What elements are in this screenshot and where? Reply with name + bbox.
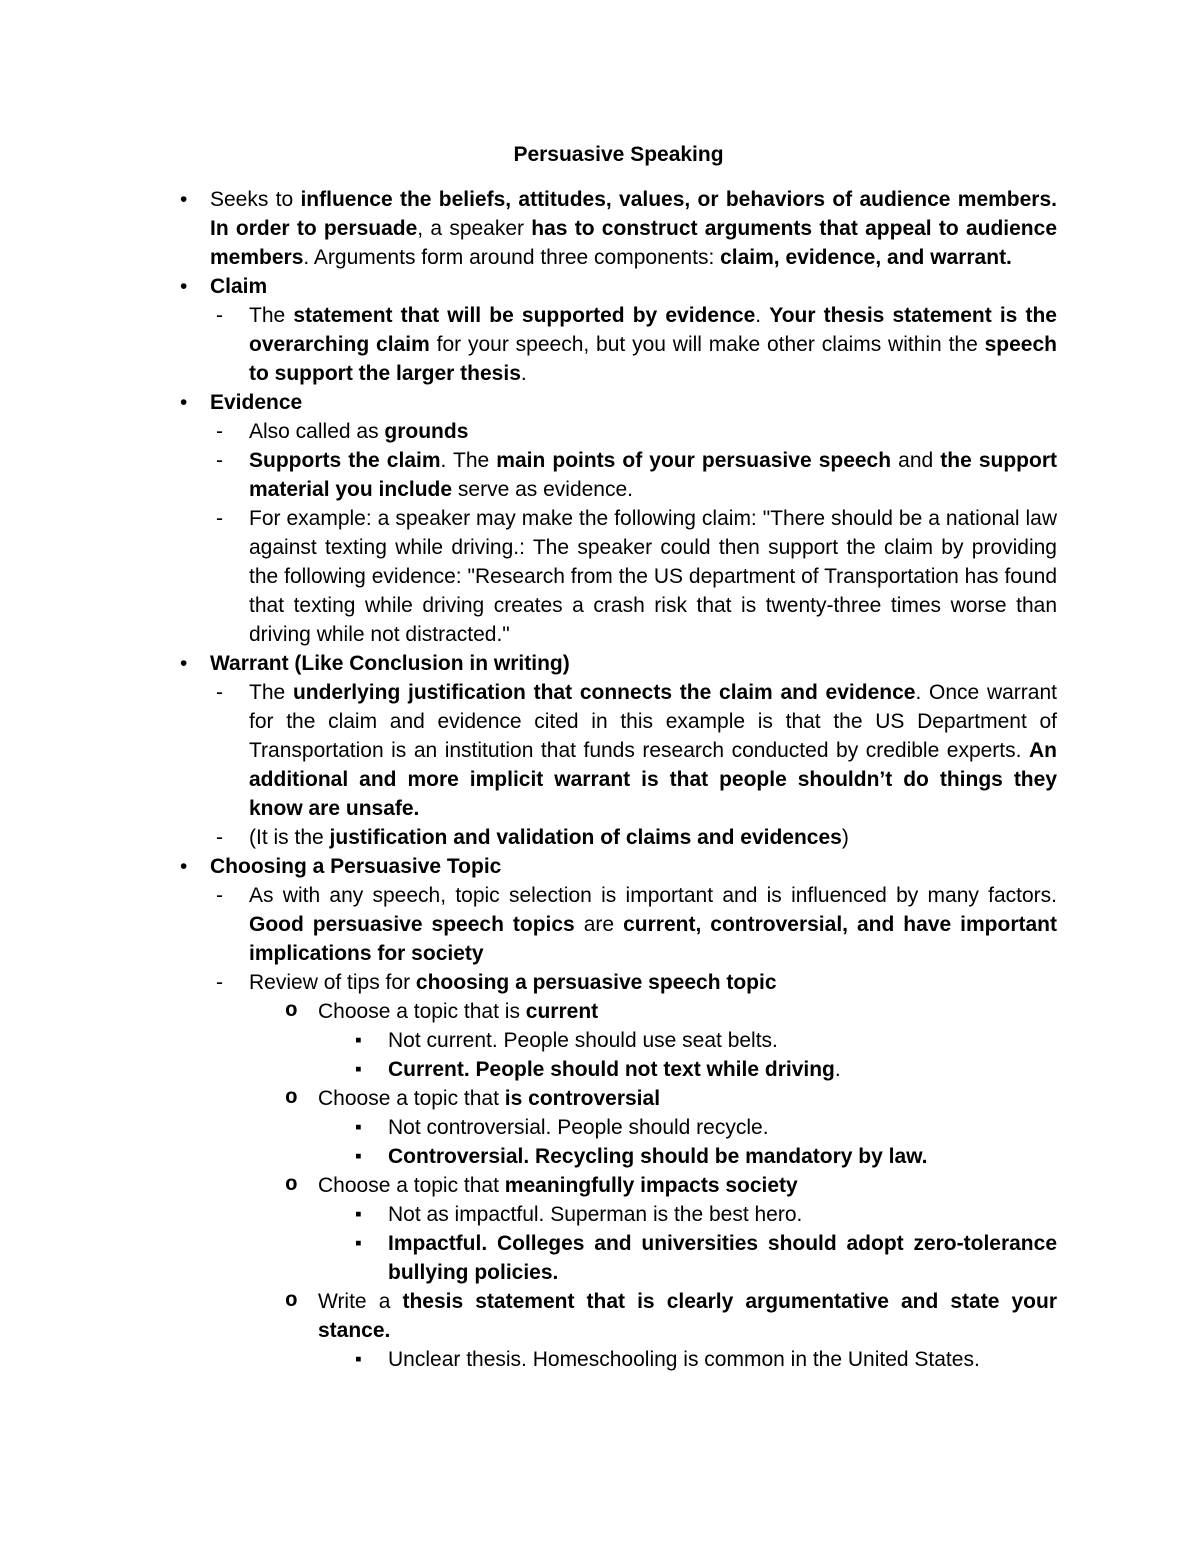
text-segment: Also called as	[249, 420, 385, 443]
text-segment: Current. People should not text while driving	[388, 1058, 835, 1081]
text-segment: An additional and more implicit warrant is that people shouldn’t do things they know are unsafe.	[249, 739, 1057, 820]
text-segment: Supports the claim	[249, 449, 441, 472]
text-segment: Not controversial. People should recycle.	[388, 1116, 769, 1139]
list-item	[216, 301, 1057, 388]
list-item-text	[210, 272, 1057, 301]
list-item	[180, 649, 1057, 678]
text-segment: (It is the	[249, 826, 330, 849]
list-item-text	[388, 1113, 1057, 1142]
list-item	[216, 968, 1057, 997]
text-segment: )	[841, 826, 849, 849]
text-segment: Claim	[210, 275, 268, 298]
bullet-square-icon: ▪	[355, 1059, 362, 1080]
text-segment: Evidence	[210, 391, 303, 414]
text-segment: Choose a topic that	[318, 1174, 505, 1197]
bullet-dash-icon: -	[216, 420, 223, 443]
text-segment: Warrant (Like Conclusion in writing)	[210, 652, 570, 675]
list-item	[216, 881, 1057, 968]
list-item-text	[318, 1171, 1057, 1200]
list-item-text	[388, 1026, 1057, 1055]
text-segment: Choosing a Persuasive Topic	[210, 855, 502, 878]
bullet-circle-icon: o	[285, 1174, 298, 1197]
text-segment: serve as evidence.	[452, 478, 633, 501]
text-segment: underlying justification that connects the claim and evidence	[292, 681, 916, 704]
list-item-text	[249, 504, 1057, 649]
text-segment: The	[249, 304, 294, 327]
text-segment: Choose a topic that is	[318, 1000, 526, 1023]
list-item-text	[210, 185, 1057, 272]
list-item	[355, 1026, 1057, 1055]
text-segment: Good persuasive speech topics	[249, 913, 575, 936]
bullet-circle-icon: o	[285, 1000, 298, 1023]
list-item-text	[249, 968, 1057, 997]
list-item	[216, 504, 1057, 649]
text-segment: .	[834, 1058, 841, 1081]
text-segment: the support material you include	[249, 449, 1057, 501]
bullet-disc-icon: •	[180, 855, 188, 878]
list-item-text	[318, 1084, 1057, 1113]
list-item-text	[249, 678, 1057, 823]
list-item	[355, 1142, 1057, 1171]
list-item	[355, 1229, 1057, 1287]
text-segment: Not as impactful. Superman is the best hero.	[388, 1203, 803, 1226]
list-item-text	[249, 301, 1057, 388]
bullet-dash-icon: -	[216, 681, 223, 704]
document-title: Persuasive Speaking	[513, 143, 724, 166]
text-segment: Impactful. Colleges and universities should adopt zero-tolerance bullying policies.	[388, 1232, 1057, 1284]
list-item	[285, 1171, 1057, 1200]
text-segment: is controversial	[504, 1087, 661, 1110]
list-item	[285, 1084, 1057, 1113]
list-item	[180, 272, 1057, 301]
text-segment: , a speaker	[417, 217, 532, 240]
list-item	[216, 417, 1057, 446]
list-item-text	[388, 1229, 1057, 1287]
list-item	[285, 997, 1057, 1026]
list-item	[355, 1345, 1057, 1374]
bullet-disc-icon: •	[180, 188, 188, 211]
text-segment: Unclear thesis. Homeschooling is common in the United States.	[388, 1348, 980, 1371]
text-segment: . Once warrant for the claim and evidence cited in this example is that the US Department of Transportation is an institution that funds research conducted by credible experts.	[249, 681, 1057, 762]
bullet-square-icon: ▪	[355, 1030, 362, 1051]
list-item-text	[388, 1345, 1057, 1374]
text-segment: grounds	[384, 420, 469, 443]
bullet-disc-icon: •	[180, 275, 188, 298]
bullet-square-icon: ▪	[355, 1349, 362, 1370]
bullet-dash-icon: -	[216, 449, 223, 472]
text-segment: choosing a persuasive speech topic	[415, 971, 777, 994]
document-content	[180, 185, 1057, 1374]
list-item-text	[388, 1142, 1057, 1171]
list-item	[216, 678, 1057, 823]
text-segment: Your thesis statement is the overarching claim	[249, 304, 1057, 356]
text-segment: .	[520, 362, 527, 385]
list-item-text	[249, 446, 1057, 504]
bullet-circle-icon: o	[285, 1087, 298, 1110]
bullet-square-icon: ▪	[355, 1117, 362, 1138]
bullet-disc-icon: •	[180, 391, 188, 414]
text-segment: current	[525, 1000, 599, 1023]
list-item	[216, 446, 1057, 504]
list-item-text	[210, 649, 1057, 678]
list-item-text	[249, 823, 1057, 852]
text-segment: Choose a topic that	[318, 1087, 505, 1110]
text-segment: .	[755, 304, 770, 327]
bullet-circle-icon: o	[285, 1290, 298, 1313]
text-segment: For example: a speaker may make the following claim: "There should be a national law against texting while driving.: The speaker could then support the claim by providing the following evidence: "Research from the US department of Transportation has found that texting while driving creates a crash risk that is twenty-three times worse than driving while not distracted."	[249, 507, 1057, 646]
text-segment: justification and validation of claims and evidences	[329, 826, 842, 849]
bullet-square-icon: ▪	[355, 1146, 362, 1167]
text-segment: meaningfully impacts society	[504, 1174, 798, 1197]
list-item-text	[388, 1055, 1057, 1084]
bullet-square-icon: ▪	[355, 1233, 362, 1254]
list-item	[180, 185, 1057, 272]
list-item	[180, 388, 1057, 417]
bullet-dash-icon: -	[216, 304, 223, 327]
text-segment: are	[574, 913, 624, 936]
list-item	[355, 1113, 1057, 1142]
text-segment: . Arguments form around three components:	[303, 246, 721, 269]
list-item-text	[318, 997, 1057, 1026]
list-item	[285, 1287, 1057, 1345]
bullet-square-icon: ▪	[355, 1204, 362, 1225]
text-segment: statement that will be supported by evidence	[293, 304, 756, 327]
text-segment: speech to support the larger thesis	[249, 333, 1057, 385]
text-segment: Not current. People should use seat belts.	[388, 1029, 778, 1052]
text-segment: Write a	[318, 1290, 403, 1313]
list-item	[216, 823, 1057, 852]
text-segment: and	[891, 449, 941, 472]
text-segment: As with any speech, topic selection is important and is influenced by many factors.	[249, 884, 1057, 907]
list-item-text	[318, 1287, 1057, 1345]
list-item	[355, 1200, 1057, 1229]
list-item	[180, 852, 1057, 881]
text-segment: current, controversial, and have important implications for society	[249, 913, 1057, 965]
bullet-dash-icon: -	[216, 507, 223, 530]
list-item-text	[249, 881, 1057, 968]
bullet-dash-icon: -	[216, 971, 223, 994]
list-item	[355, 1055, 1057, 1084]
bullet-dash-icon: -	[216, 884, 223, 907]
text-segment: Review of tips for	[249, 971, 416, 994]
text-segment: main points of your persuasive speech	[496, 449, 892, 472]
text-segment: thesis statement that is clearly argumentative and state your stance.	[318, 1290, 1057, 1342]
list-item-text	[210, 388, 1057, 417]
text-segment: for your speech, but you will make other claims within the	[429, 333, 985, 356]
bullet-disc-icon: •	[180, 652, 188, 675]
list-item-text	[210, 852, 1057, 881]
list-item-text	[249, 417, 1057, 446]
text-segment: The	[249, 681, 293, 704]
text-segment: Controversial. Recycling should be mandatory by law.	[388, 1145, 928, 1168]
text-segment: Seeks to	[210, 188, 301, 211]
list-item-text	[388, 1200, 1057, 1229]
text-segment: influence the beliefs, attitudes, values, or behaviors of audience members. In order to persuade	[210, 188, 1057, 240]
bullet-dash-icon: -	[216, 826, 223, 849]
text-segment: claim, evidence, and warrant.	[720, 246, 1012, 269]
text-segment: . The	[440, 449, 497, 472]
text-segment: has to construct arguments that appeal to audience members	[210, 217, 1057, 269]
